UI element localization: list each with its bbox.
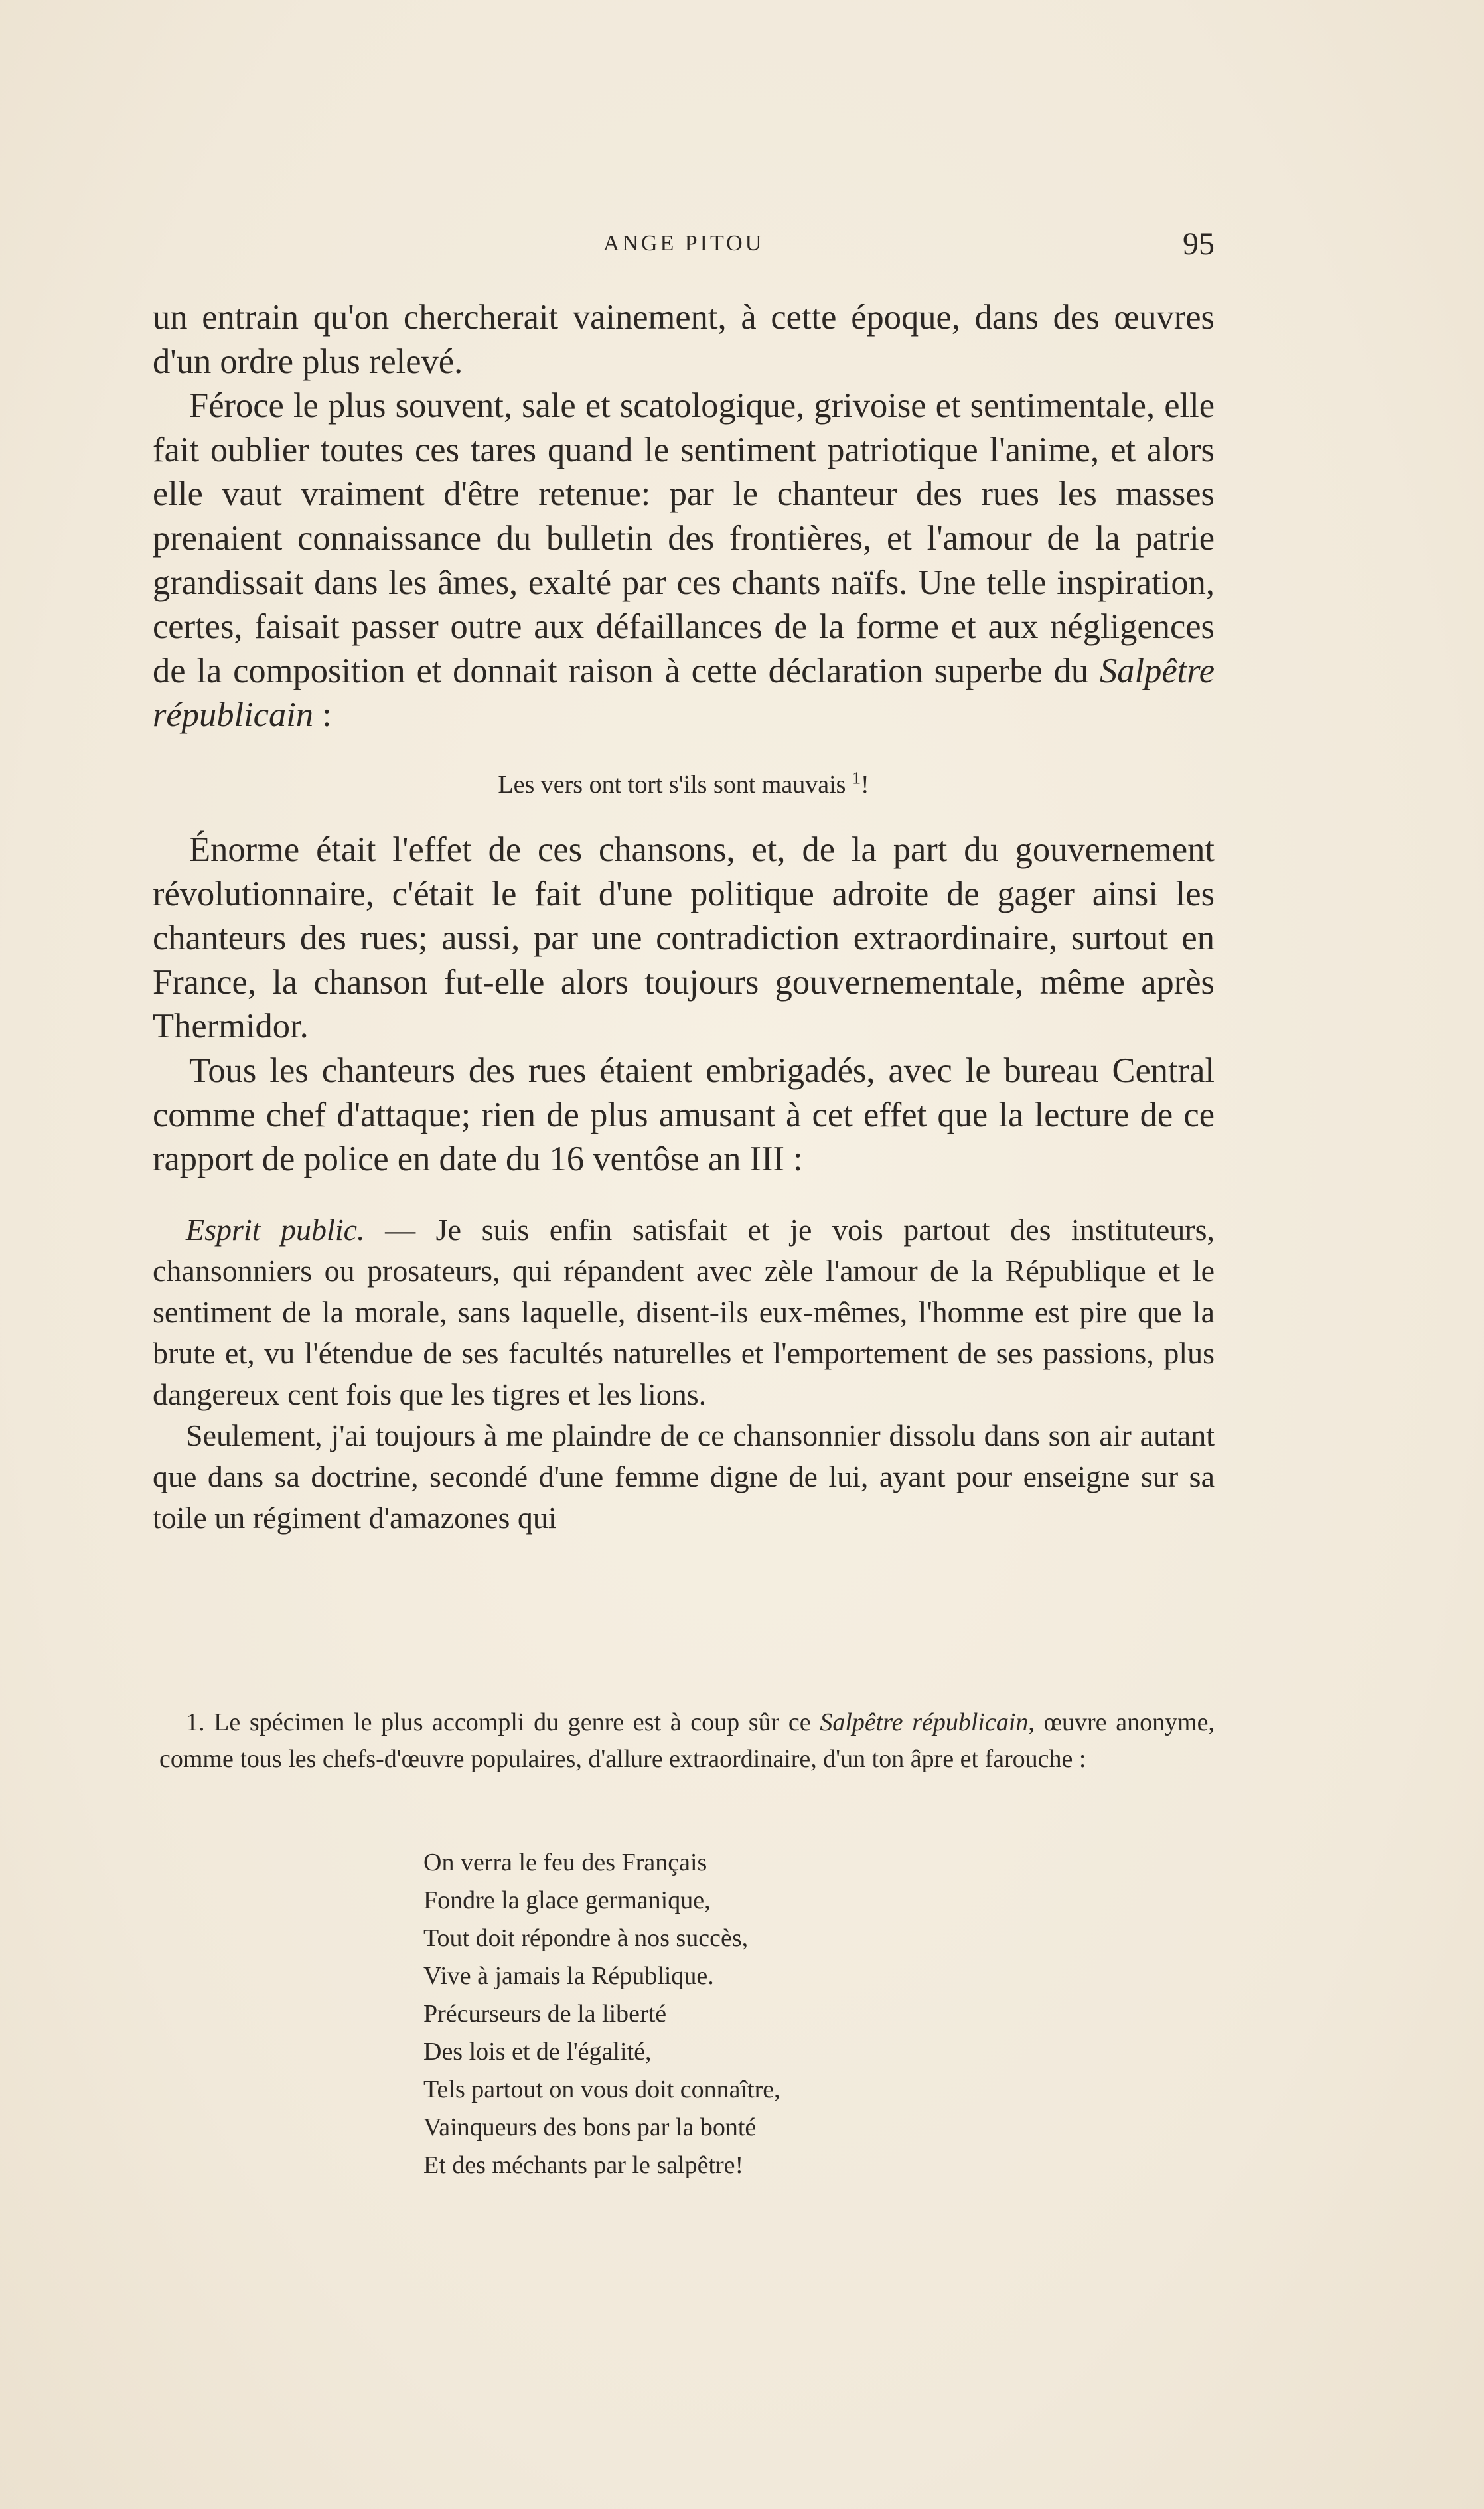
citation-paragraph-1 — [153, 1209, 1215, 1415]
footnote-pre: Le spécimen le plus accompli du genre est à coup sûr ce — [204, 1709, 820, 1736]
paragraph-1 — [153, 295, 1215, 384]
verse-quote-text: Les vers ont tort s'ils sont mauvais — [498, 770, 846, 798]
paragraph-3-text: Énorme était l'effet de ces chansons, et, de la part du gouvernement révolutionnaire, c'était le fait d'une politique adroite de gager ainsi les chanteurs des rues; aussi, par une contradiction extraordinaire, surtout en France, la chanson fut-elle alors toujours gouvernementale, même après Thermidor. — [153, 830, 1215, 1046]
poem-line: On verra le feu des Français — [423, 1849, 707, 1876]
paragraph-1-text: un entrain qu'on chercherait vainement, à cette époque, dans des œuvres d'un ordre plus relevé. — [153, 298, 1215, 381]
poem-line: Précurseurs de la liberté — [423, 2000, 667, 2028]
poem-line: Et des méchants par le salpêtre! — [423, 2151, 744, 2179]
poem-line: Vive à jamais la République. — [423, 1962, 714, 1990]
citation-paragraph-2 — [153, 1415, 1215, 1539]
paragraph-2-italic-title: Salpêtre républicain — [153, 651, 1215, 735]
poem-line: Fondre la glace germanique, — [423, 1886, 711, 1914]
paragraph-4-text: Tous les chanteurs des rues étaient embrigadés, avec le bureau Central comme chef d'attaque; rien de plus amusant à cet effet que la lecture de ce rapport de police en date du 16 ventôse an III : — [153, 1051, 1215, 1179]
verse-quote — [153, 768, 1215, 801]
footnote-number: 1. — [186, 1709, 205, 1736]
paragraph-2 — [153, 384, 1215, 737]
citation-lead: Esprit public. — [186, 1212, 365, 1247]
page-number: 95 — [1183, 226, 1215, 262]
citation-paragraph-1-text: — Je suis enfin satisfait et je vois partout des instituteurs, chansonniers ou prosateurs, qui répandent avec zèle l'amour de la République et le sentiment de la morale, sans laquelle, disent-ils eux-mêmes, l'homme est pire que la brute et, vu l'étendue de ses facultés naturelles et l'emportement de ses passions, plus dangereux cent fois que les tigres et les lions. — [153, 1212, 1215, 1412]
footnote-poem — [423, 1844, 780, 2184]
paragraph-4 — [153, 1049, 1215, 1181]
verse-quote-tail: ! — [860, 770, 869, 798]
footnote-ref[interactable]: 1 — [852, 768, 861, 788]
footnote-post: , œuvre anonyme, comme tous les chefs-d'œuvre populaires, d'allure extraordinaire, d'un ton âpre et farouche : — [159, 1709, 1215, 1773]
poem-line: Des lois et de l'égalité, — [423, 2038, 652, 2066]
paragraph-2-tail: : — [313, 696, 332, 735]
paragraph-3 — [153, 828, 1215, 1049]
paragraph-2-text: Féroce le plus souvent, sale et scatologique, grivoise et sentimentale, elle fait oublier toutes ces tares quand le sentiment patriotique l'anime, et alors elle vaut vraiment d'être retenue: par le chanteur des rues les masses prenaient connaissance du bulletin des frontières, et l'amour de la patrie grandissait dans les âmes, exalté par ces chants naïfs. Une telle inspiration, certes, faisait passer outre aux défaillances de la forme et aux négligences de la composition et donnait raison à cette déclaration superbe du — [153, 386, 1215, 690]
poem-line: Vainqueurs des bons par la bonté — [423, 2113, 757, 2141]
running-head — [153, 226, 1215, 266]
main-text — [153, 295, 1215, 1539]
poem-line: Tout doit répondre à nos succès, — [423, 1924, 749, 1952]
citation-paragraph-2-text: Seulement, j'ai toujours à me plaindre de ce chansonnier dissolu dans son air autant que dans sa doctrine, secondé d'une femme digne de lui, ayant pour enseigne sur sa toile un régiment d'amazones qui — [153, 1418, 1215, 1535]
footnote — [159, 1705, 1215, 1777]
police-report-citation — [153, 1209, 1215, 1539]
running-title: ANGE PITOU — [603, 231, 765, 256]
poem-line: Tels partout on vous doit connaître, — [423, 2076, 780, 2103]
footnote-text — [159, 1705, 1215, 1777]
footnote-italic-title: Salpêtre républicain — [820, 1709, 1029, 1736]
